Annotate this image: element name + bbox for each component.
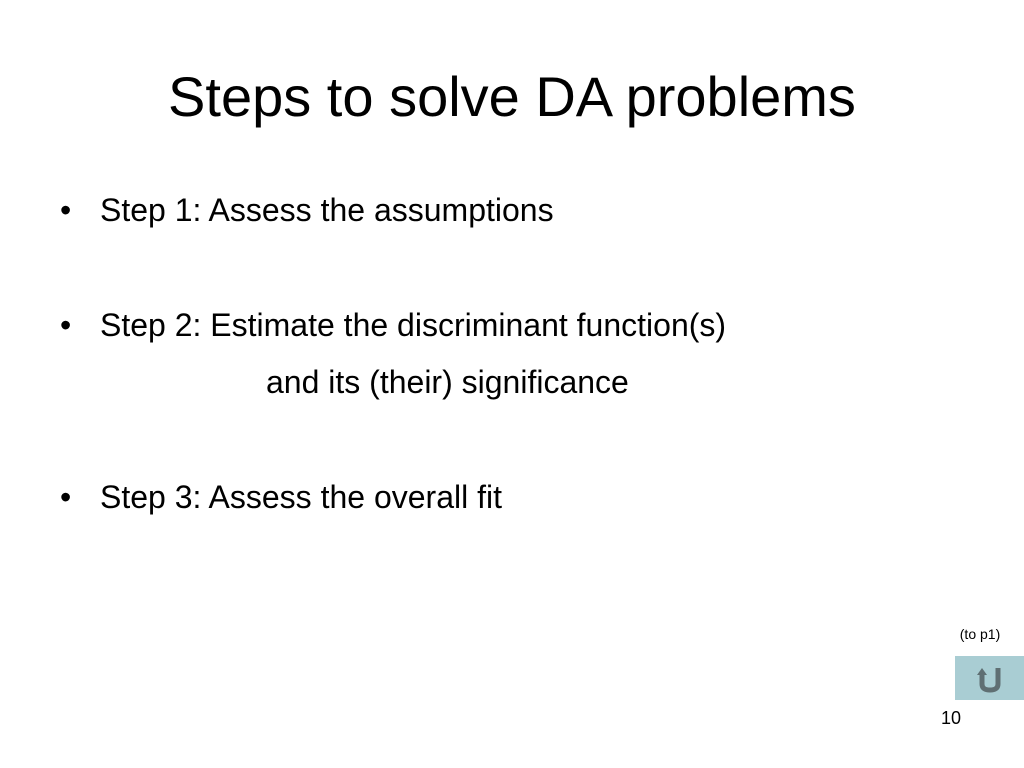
back-link-label[interactable]: (to p1)	[959, 626, 1001, 642]
bullet-step-2-continuation: and its (their) significance	[266, 364, 629, 400]
bullet-marker: •	[60, 479, 72, 515]
bullet-marker: •	[60, 192, 72, 228]
bullet-text: Step 2: Estimate the discriminant function(s)	[100, 307, 727, 343]
u-turn-arrow-icon	[972, 660, 1008, 696]
bullet-marker: •	[60, 307, 72, 343]
bullet-text: Step 3: Assess the overall fit	[100, 479, 502, 515]
back-to-p1-button[interactable]	[955, 656, 1024, 700]
bullet-text: Step 1: Assess the assumptions	[100, 192, 554, 228]
slide-title: Steps to solve DA problems	[168, 65, 856, 128]
page-number: 10	[940, 708, 962, 728]
